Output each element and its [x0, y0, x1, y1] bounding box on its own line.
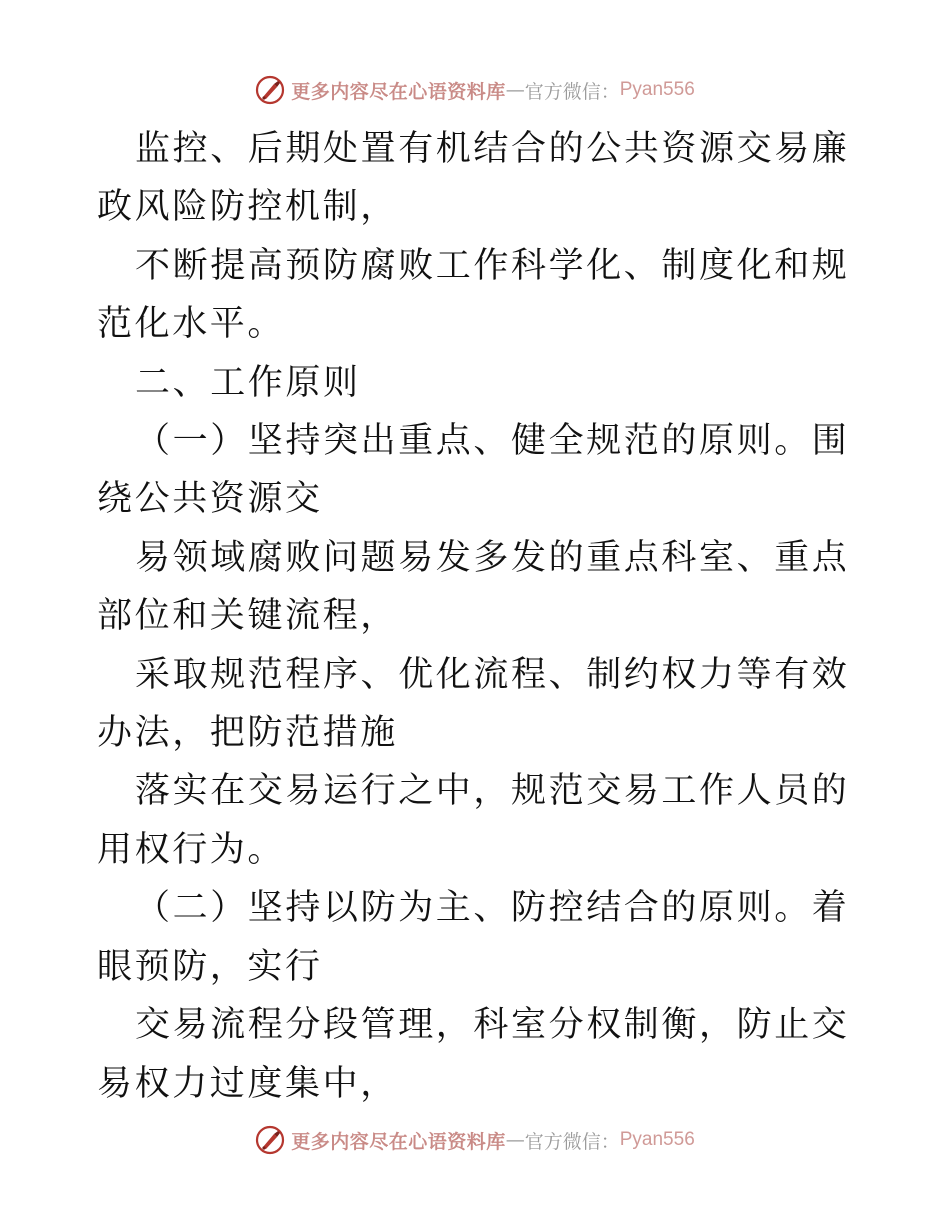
paragraph: （二）坚持以防为主、防控结合的原则。着眼预防，实行 [97, 888, 850, 987]
ink-pen-logo-icon [255, 75, 285, 105]
footer-watermark [0, 1120, 950, 1160]
watermark-separator: — [505, 1129, 525, 1151]
paragraph: 监控、后期处置有机结合的公共资源交易廉政风险防控机制， [97, 129, 850, 228]
ink-pen-logo-icon [255, 1125, 285, 1155]
watermark-wechat-label: 官方微信： [524, 80, 620, 103]
paragraph: 不断提高预防腐败工作科学化、制度化和规范化水平。 [97, 245, 850, 345]
paragraph: 落实在交易运行之中，规范交易工作人员的用权行为。 [97, 771, 850, 870]
watermark-wechat-id: Pyan556 [619, 1129, 695, 1150]
header-watermark [0, 70, 950, 110]
watermark-brand: 更多内容尽在心语资料库 [291, 80, 506, 103]
document-body [97, 120, 857, 1113]
watermark-brand: 更多内容尽在心语资料库 [291, 1130, 506, 1153]
section-heading: 二、工作原则 [135, 362, 361, 403]
watermark-separator: — [505, 79, 525, 101]
watermark-wechat-label: 官方微信： [524, 1130, 620, 1153]
paragraph: 易领域腐败问题易发多发的重点科室、重点部位和关键流程， [97, 537, 850, 637]
paragraph: 采取规范程序、优化流程、制约权力等有效办法，把防范措施 [97, 654, 850, 754]
watermark-wechat-id: Pyan556 [619, 79, 695, 100]
paragraph: （一）坚持突出重点、健全规范的原则。围绕公共资源交 [97, 421, 850, 520]
paragraph: 交易流程分段管理，科室分权制衡，防止交易权力过度集中， [97, 1005, 850, 1104]
